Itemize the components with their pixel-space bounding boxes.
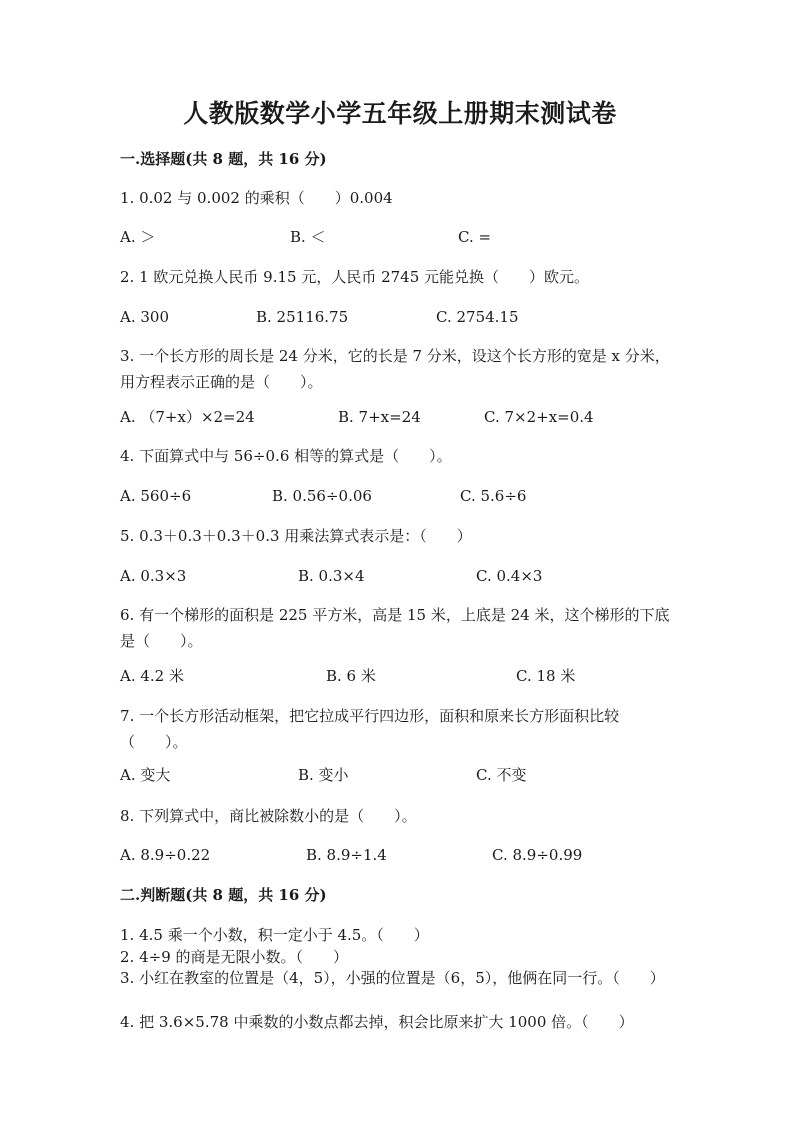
question-2-option-c: C. 2754.15 xyxy=(436,308,519,326)
question-7-option-a: A. 变大 xyxy=(120,766,171,784)
question-2-option-a: A. 300 xyxy=(120,308,169,326)
question-5-option-a: A. 0.3×3 xyxy=(120,567,187,585)
question-6: 6. 有一个梯形的面积是 225 平方米，高是 15 米，上底是 24 米，这个梯形的下底是（ ）。 xyxy=(120,606,670,650)
question-8: 8. 下列算式中，商比被除数小的是（ ）。 xyxy=(120,807,417,825)
question-1-option-a: A. ＞ xyxy=(120,228,156,246)
question-7-option-c: C. 不变 xyxy=(476,766,527,784)
question-7: 7. 一个长方形活动框架，把它拉成平行四边形，面积和原来长方形面积比较（ ）。 xyxy=(120,707,620,751)
question-8-option-b: B. 8.9÷1.4 xyxy=(306,846,387,864)
judgment-item-1: 1. 4.5 乘一个小数，积一定小于 4.5。（ ） xyxy=(120,926,429,944)
question-5-option-c: C. 0.4×3 xyxy=(476,567,543,585)
question-4-option-c: C. 5.6÷6 xyxy=(460,487,527,505)
question-2-option-b: B. 25116.75 xyxy=(256,308,349,326)
question-4-option-a: A. 560÷6 xyxy=(120,487,192,505)
question-3: 3. 一个长方形的周长是 24 分米，它的长是 7 分米，设这个长方形的宽是 x 分米，用方程表示正确的是（ ）。 xyxy=(120,347,670,391)
judgment-item-2: 2. 4÷9 的商是无限小数。（ ） xyxy=(120,948,349,966)
question-6-option-a: A. 4.2 米 xyxy=(120,667,184,685)
question-6-option-c: C. 18 米 xyxy=(516,667,576,685)
question-3-option-a: A. （7+x）×2=24 xyxy=(120,408,255,426)
question-5-option-b: B. 0.3×4 xyxy=(298,567,365,585)
question-1-option-b: B. ＜ xyxy=(290,228,326,246)
question-8-option-a: A. 8.9÷0.22 xyxy=(120,846,211,864)
question-1: 1. 0.02 与 0.002 的乘积（ ）0.004 xyxy=(120,189,393,207)
question-1-option-c: C. = xyxy=(458,228,492,246)
question-2: 2. 1 欧元兑换人民币 9.15 元，人民币 2745 元能兑换（ ）欧元。 xyxy=(120,268,590,286)
question-4-option-b: B. 0.56÷0.06 xyxy=(272,487,372,505)
question-5: 5. 0.3＋0.3＋0.3＋0.3 用乘法算式表示是：（ ） xyxy=(120,527,472,545)
section-heading-judgment: 二.判断题(共 8 题，共 16 分) xyxy=(120,886,327,904)
question-8-option-c: C. 8.9÷0.99 xyxy=(492,846,583,864)
question-3-option-b: B. 7+x=24 xyxy=(338,408,421,426)
page-title: 人教版数学小学五年级上册期末测试卷 xyxy=(183,99,617,128)
judgment-item-3: 3. 小红在教室的位置是（4，5），小强的位置是（6，5），他俩在同一行。（ ） xyxy=(120,969,665,987)
question-6-option-b: B. 6 米 xyxy=(326,667,376,685)
judgment-item-4: 4. 把 3.6×5.78 中乘数的小数点都去掉，积会比原来扩大 1000 倍。（ ） xyxy=(120,1013,634,1031)
question-3-option-c: C. 7×2+x=0.4 xyxy=(484,408,594,426)
question-7-option-b: B. 变小 xyxy=(298,766,349,784)
section-heading-choice: 一.选择题(共 8 题，共 16 分) xyxy=(120,150,327,168)
question-4: 4. 下面算式中与 56÷0.6 相等的算式是（ ）。 xyxy=(120,447,452,465)
